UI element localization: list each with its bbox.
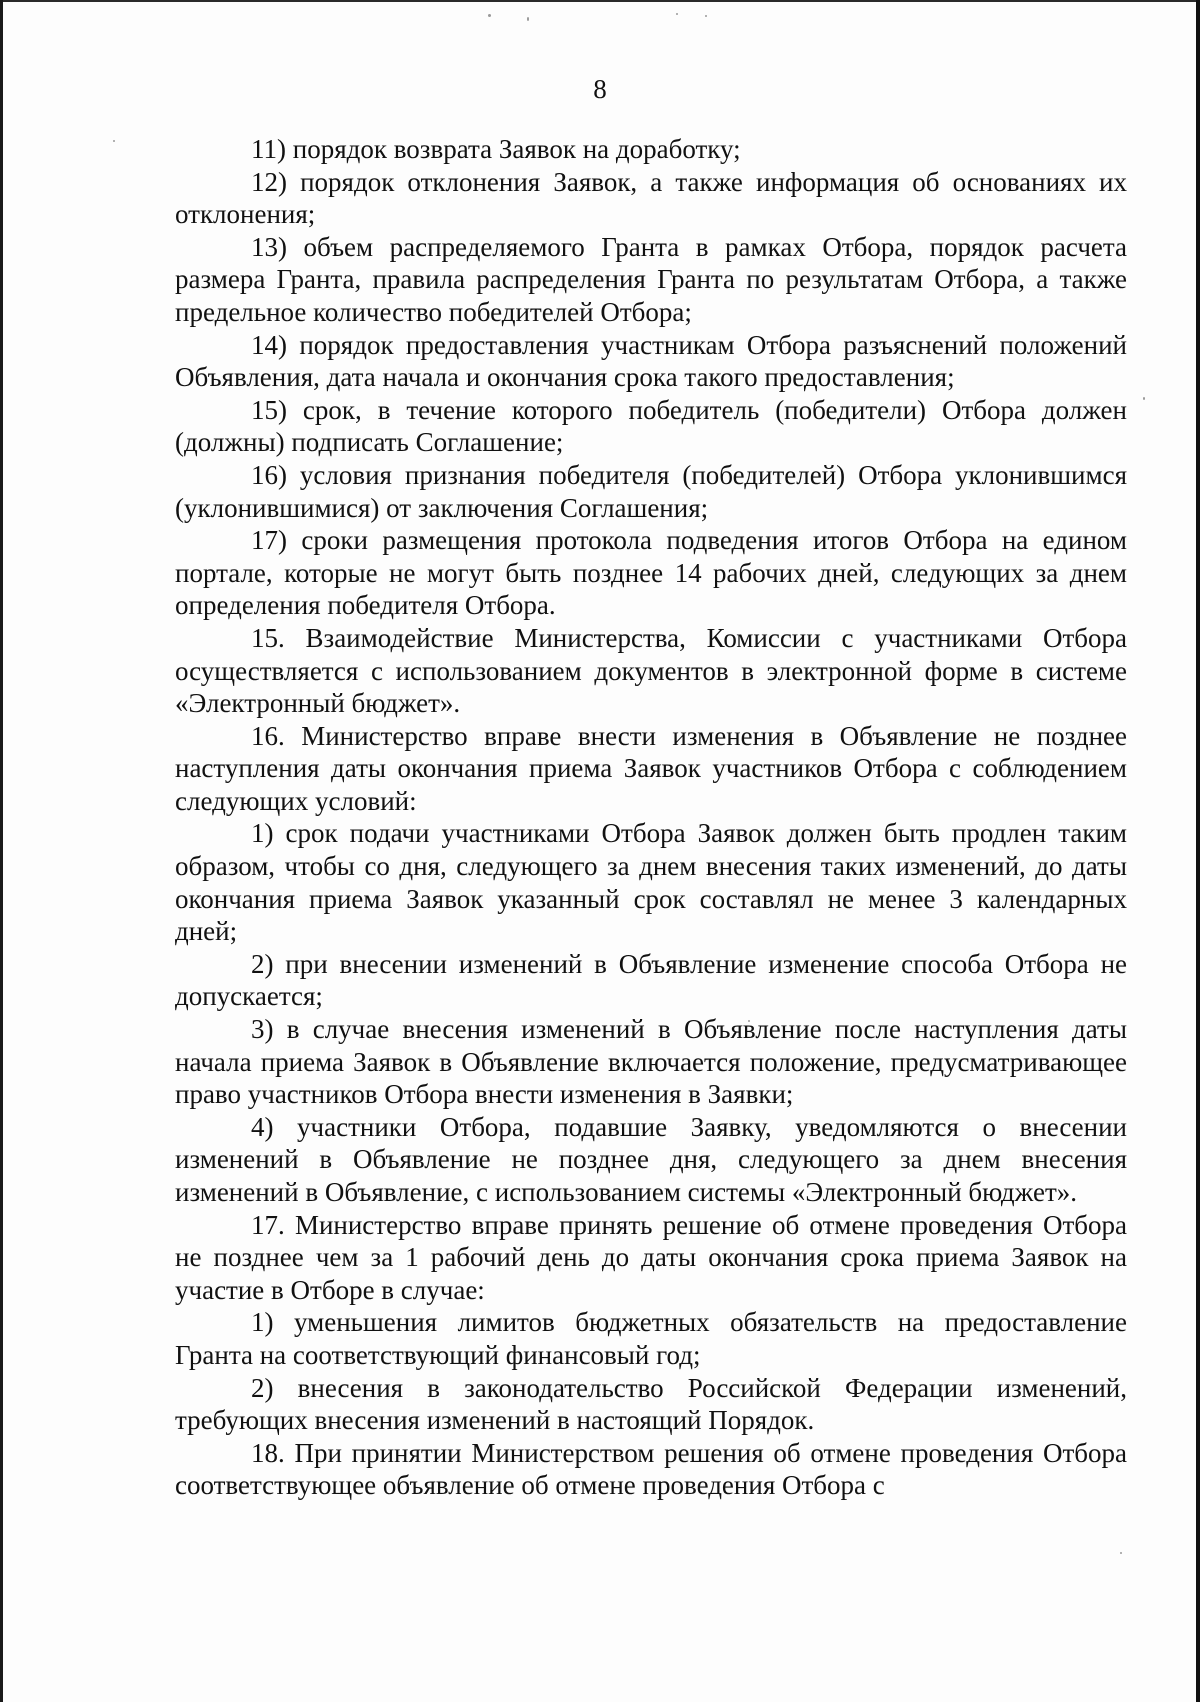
document-body: [175, 133, 1127, 1502]
scan-speck: [676, 13, 678, 15]
clause-16-item-3: 3) в случае внесения изменений в Объявление после наступления даты начала приема Заявок в Объявление включается положение, предусматривающее право участников Отбора внести изменения в Заявки;: [175, 1014, 1127, 1110]
clause-15: 15. Взаимодействие Министерства, Комиссии с участниками Отбора осуществляется с использованием документов в электронной форме в системе «Электронный бюджет».: [175, 622, 1127, 719]
clause-16-item-4: 4) участники Отбора, подавшие Заявку, уведомляются о внесении изменений в Объявление не позднее дня, следующего за днем внесения изменений в Объявление, с использованием системы «Электронный бюджет».: [175, 1111, 1127, 1207]
scan-speck: [113, 140, 115, 142]
list-item-16: 16) условия признания победителя (победителей) Отбора уклонившимся (уклонившимися) от заключения Соглашения;: [175, 459, 1127, 523]
list-item-14: 14) порядок предоставления участникам Отбора разъяснений положений Объявления, дата начала и окончания срока такого предоставления;: [175, 329, 1127, 393]
list-item-11: 11) порядок возврата Заявок на доработку;: [251, 134, 741, 164]
list-item-13: 13) объем распределяемого Гранта в рамках Отбора, порядок расчета размера Гранта, правила распределения Гранта по результатам Отбора, а также предельное количество победителей Отбора;: [175, 231, 1127, 327]
scan-speck: [527, 17, 529, 21]
clause-16: 16. Министерство вправе внести изменения в Объявление не позднее наступления даты окончания приема Заявок участников Отбора с соблюдением следующих условий:: [175, 720, 1127, 816]
scan-speck: [705, 15, 707, 17]
scan-edge-right: [1196, 0, 1200, 1702]
clause-16-item-2: 2) при внесении изменений в Объявление изменение способа Отбора не допускается;: [175, 948, 1127, 1012]
scan-speck: [488, 14, 491, 17]
clause-18: 18. При принятии Министерством решения об отмене проведения Отбора соответствующее объявление об отмене проведения Отбора с: [175, 1437, 1127, 1501]
clause-17-item-1: 1) уменьшения лимитов бюджетных обязательств на предоставление Гранта на соответствующий финансовый год;: [175, 1307, 1127, 1370]
page-number: 8: [593, 74, 607, 104]
scan-edge-top: [0, 0, 1200, 2]
list-item-12: 12) порядок отклонения Заявок, а также информация об основаниях их отклонения;: [175, 166, 1127, 230]
list-item-15: 15) срок, в течение которого победитель (победители) Отбора должен (должны) подписать Соглашение;: [175, 394, 1127, 458]
clause-16-item-1: 1) срок подачи участниками Отбора Заявок должен быть продлен таким образом, чтобы со дня, следующего за днем внесения таких изменений, до даты окончания приема Заявок указанный срок составлял не менее 3 календарных дней;: [175, 818, 1127, 947]
list-item-17: 17) сроки размещения протокола подведения итогов Отбора на едином портале, которые не могут быть позднее 14 рабочих дней, следующих за днем определения победителя Отбора.: [175, 525, 1127, 621]
clause-17: 17. Министерство вправе принять решение об отмене проведения Отбора не позднее чем за 1 рабочий день до даты окончания срока приема Заявок на участие в Отборе в случае:: [175, 1209, 1127, 1305]
scan-edge-left: [0, 0, 3, 1702]
clause-17-item-2: 2) внесения в законодательство Российской Федерации изменений, требующих внесения изменений в настоящий Порядок.: [175, 1372, 1127, 1436]
scan-speck: [1120, 1552, 1122, 1554]
scan-speck: [1143, 397, 1145, 400]
